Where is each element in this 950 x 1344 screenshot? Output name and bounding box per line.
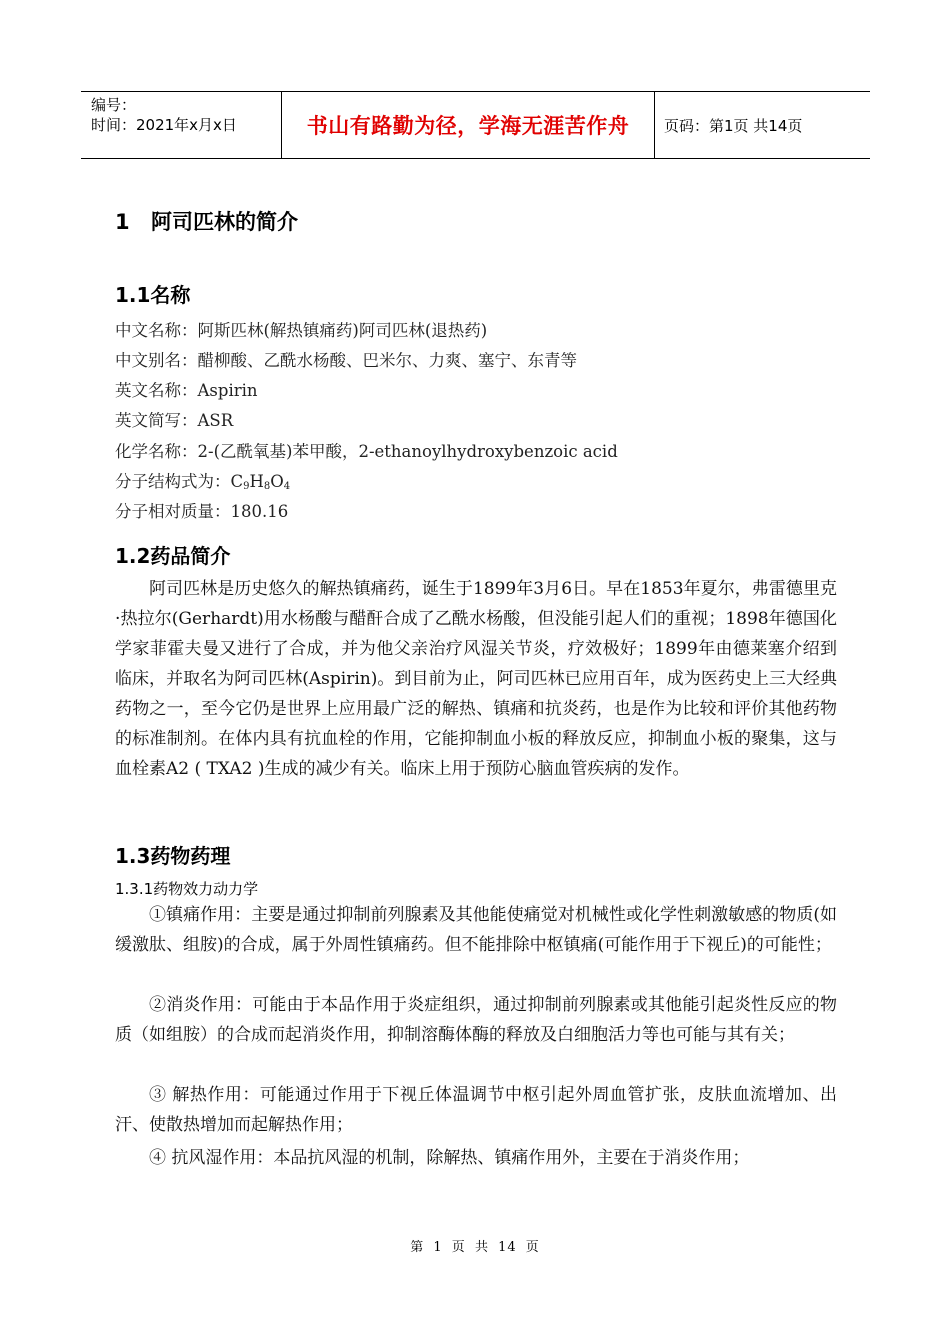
field-molecular-mass: 分子相对质量：180.16 (115, 502, 289, 521)
formula-h-count: 8 (263, 481, 271, 492)
section-1-1-heading: 1.1名称 (115, 283, 191, 307)
section-1-number: 1 (115, 210, 130, 234)
formula-o: O (270, 472, 284, 491)
pharmacology-item-1: ①镇痛作用：主要是通过抑制前列腺素及其他能使痛觉对机械性或化学性刺激敏感的物质(如缓激肽、组胺)的合成，属于外周性镇痛药。但不能排除中枢镇痛(可能作用于下视丘)的可能性； (115, 905, 837, 955)
serial-label: 编号： (91, 96, 137, 114)
pharmacology-item-4: ④ 抗风湿作用：本品抗风湿的机制，除解热、镇痛作用外，主要在于消炎作用； (149, 1148, 750, 1168)
field-chemical-name: 化学名称：2-(乙酰氧基)苯甲酸，2-ethanoylhydroxybenzoic acid (115, 442, 618, 461)
page-header (81, 91, 870, 159)
footer-di: 第 (410, 1240, 425, 1255)
footer-gong: 共 (474, 1240, 489, 1255)
field-english-abbr: 英文简写：ASR (115, 411, 234, 430)
section-1-heading (115, 206, 298, 236)
footer-ye-2: 页 (525, 1240, 540, 1255)
field-chinese-name: 中文名称：阿斯匹林(解热镇痛药)阿司匹林(退热药) (115, 321, 488, 340)
section-1-3-1-heading: 1.3.1药物效力动力学 (115, 880, 259, 898)
field-formula (115, 468, 290, 492)
formula-c: C (230, 472, 244, 491)
header-motto: 书山有路勤为径，学海无涯苦作舟 (281, 92, 655, 158)
section-1-title: 阿司匹林的简介 (151, 210, 298, 234)
formula-h: H (249, 472, 264, 491)
time-label: 时间：2021年x月x日 (91, 116, 237, 134)
footer-page-number: 1 (433, 1240, 443, 1255)
page-footer (0, 1236, 950, 1255)
section-1-2-heading: 1.2药品简介 (115, 544, 231, 568)
formula-label: 分子结构式为： (115, 472, 231, 491)
pharmacology-item-3: ③ 解热作用：可能通过作用于下视丘体温调节中枢引起外周血管扩张，皮肤血流增加、出汗、使散热增加而起解热作用； (115, 1085, 837, 1135)
field-english-name: 英文名称：Aspirin (115, 381, 258, 400)
field-chinese-alias: 中文别名：醋柳酸、乙酰水杨酸、巴米尔、力爽、塞宁、东青等 (115, 351, 577, 370)
formula-c-count: 9 (243, 481, 250, 492)
header-left-cell (81, 92, 281, 158)
section-1-3-heading: 1.3药物药理 (115, 844, 231, 868)
pharmacology-item-2: ②消炎作用：可能由于本品作用于炎症组织，通过抑制前列腺素或其他能引起炎性反应的物质（如组胺）的合成而起消炎作用，抑制溶酶体酶的释放及白细胞活力等也可能与其有关； (115, 995, 837, 1045)
formula-o-count: 4 (283, 481, 291, 492)
footer-ye: 页 (451, 1240, 466, 1255)
header-page-info: 页码：第1页 共14页 (664, 116, 803, 135)
footer-total-pages: 14 (498, 1240, 517, 1255)
drug-intro-paragraph: 阿司匹林是历史悠久的解热镇痛药，诞生于1899年3月6日。早在1853年夏尔，弗雷德里克·热拉尔(Gerhardt)用水杨酸与醋酐合成了乙酰水杨酸，但没能引起人们的重视；1898年德国化学家菲霍夫曼又进行了合成，并为他父亲治疗风湿关节炎，疗效极好；1899年由德莱塞介绍到临床，并取名为阿司匹林(Aspirin)。到目前为止，阿司匹林已应用百年，成为医药史上三大经典药物之一，至今它仍是世界上应用最广泛的解热、镇痛和抗炎药，也是作为比较和评价其他药物的标准制剂。在体内具有抗血栓的作用，它能抑制血小板的释放反应，抑制血小板的聚集，这与血栓素A2 ( TXA2 )生成的减少有关。临床上用于预防心脑血管疾病的发作。 (115, 579, 837, 779)
